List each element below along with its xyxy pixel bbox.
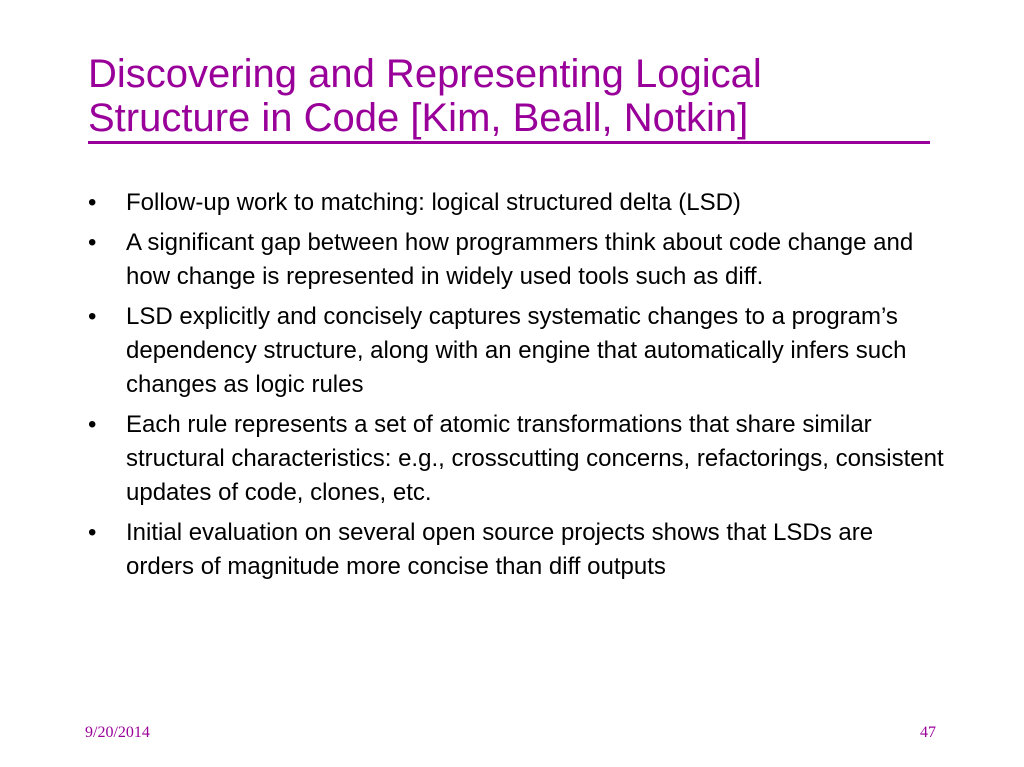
slide-title bbox=[88, 52, 948, 140]
slide-title-line-2: Structure in Code [Kim, Beall, Notkin] bbox=[88, 96, 749, 140]
bullet-item bbox=[84, 516, 946, 584]
slide-title-line-1: Discovering and Representing Logical bbox=[88, 52, 762, 96]
title-underline bbox=[88, 141, 930, 144]
bullet-item bbox=[84, 186, 946, 220]
bullet-marker: • bbox=[88, 189, 97, 216]
bullet-item bbox=[84, 408, 946, 510]
bullet-list bbox=[84, 186, 946, 590]
bullet-text: LSD explicitly and concisely captures systematic changes to a program’s dependency structure, along with an engine that automatically infers such changes as logic rules bbox=[126, 303, 907, 398]
bullet-text: Follow-up work to matching: logical structured delta (LSD) bbox=[126, 189, 741, 216]
bullet-marker: • bbox=[88, 519, 97, 546]
bullet-marker: • bbox=[88, 411, 97, 438]
bullet-text: Each rule represents a set of atomic transformations that share similar structural characteristics: e.g., crosscutting concerns, refactorings, consistent updates of code, clones, etc. bbox=[126, 411, 944, 506]
bullet-item bbox=[84, 300, 946, 402]
bullet-text: A significant gap between how programmers think about code change and how change is represented in widely used tools such as diff. bbox=[126, 229, 914, 290]
bullet-marker: • bbox=[88, 303, 97, 330]
page-number: 47 bbox=[920, 724, 936, 741]
bullet-text: Initial evaluation on several open source projects shows that LSDs are orders of magnitude more concise than diff outputs bbox=[126, 519, 874, 580]
bullet-item bbox=[84, 226, 946, 294]
bullet-marker: • bbox=[88, 229, 97, 256]
footer-date: 9/20/2014 bbox=[85, 724, 150, 741]
